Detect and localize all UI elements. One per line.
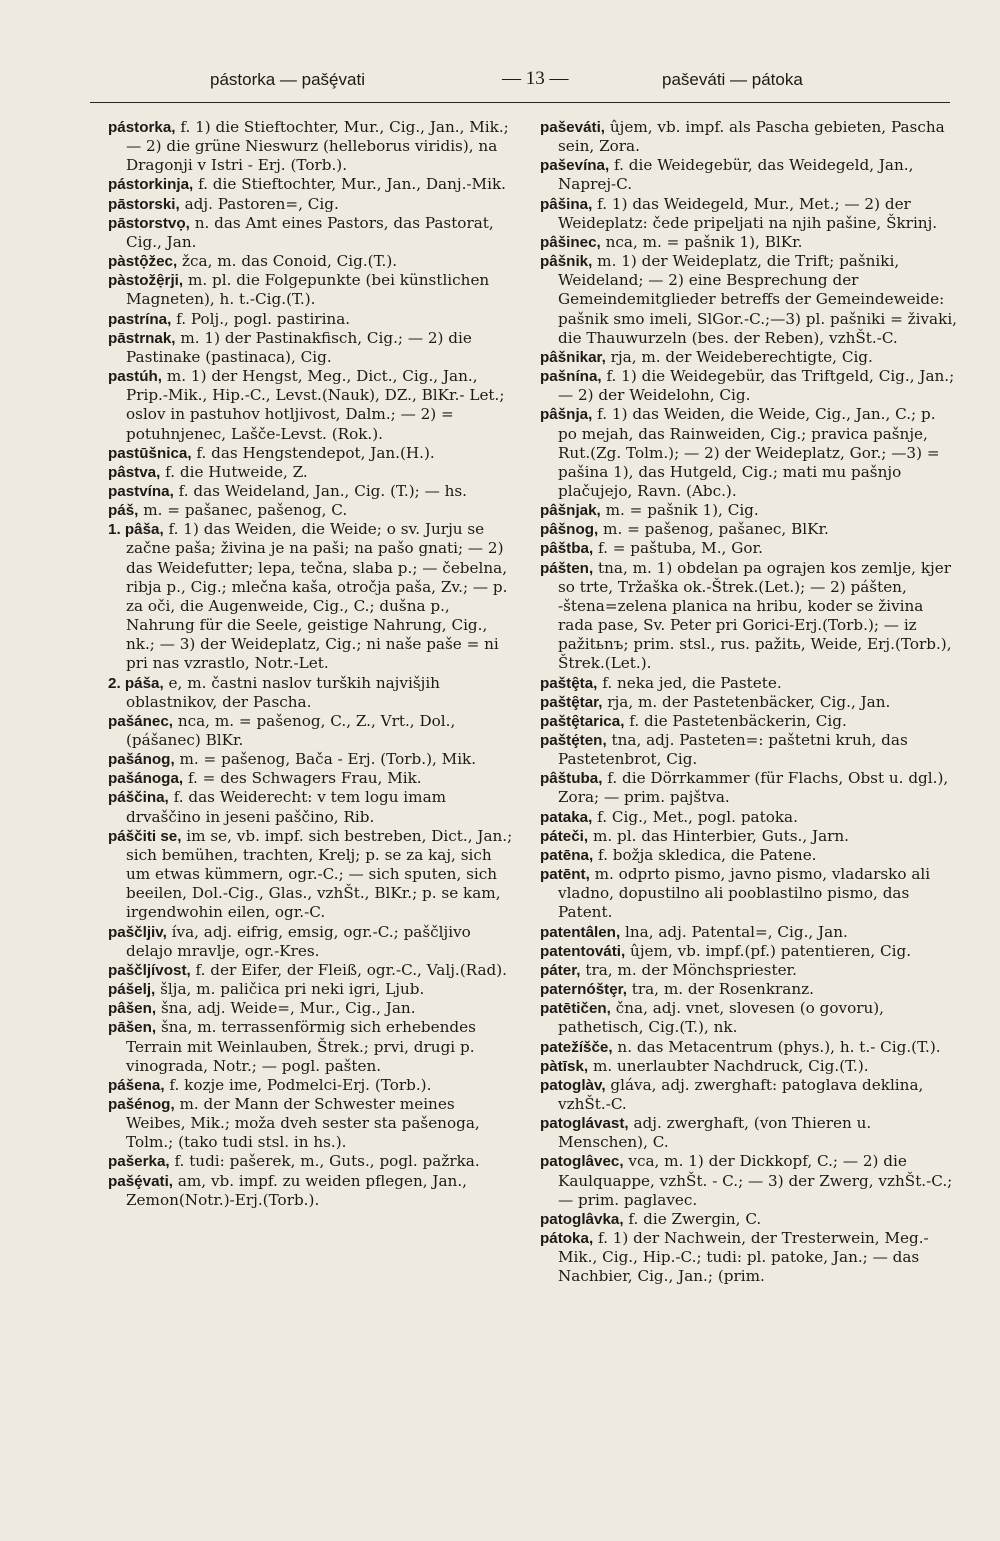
dictionary-entry [108,214,518,252]
entry-headword: páščina, [108,789,169,807]
entry-headword: pâštba, [540,540,594,558]
entry-definition: f. 1) der Nachwein, der Tresterwein, Meg.-Mik., Cig., Hip.-C.; tudi: pl. patoke, Jan.; — das Nachbier, Cig., Jan.; (prim. [558,1229,929,1286]
entry-definition: f. 1) das Weiden, die Weide; o sv. Jurju se začne paša; živina je na paši; na pašo gnati; — 2) das Weidefutter; lepa, tečna, slaba p.; — čebelna, ribja p., Cig.; mlečna kaša, otročja paša, Zv.; — p. za oči, die Augenweide, Cig., C.; dušna p., Nahrung für die Seele, geistige Nahrung, Cig., nk.; — 3) der Weideplatz, Cig.; ni naše paše = ni pri nas vzrastlo, Notr.-Let. [126,520,508,673]
entry-definition: tna, m. 1) obdelan pa ograjen kos zemlje, kjer so trte, Tržaška ok.-Štrek.(Let.); — 2) pášten, -štena=zelena planica na hribu, koder se živina rada pase, Sv. Peter pri Gorici-Erj.(Torb.); — iz pažitьnъ; prim. stsl., rus. pažitь, Weide, Erj.(Torb.), Štrek.(Let.). [558,558,952,673]
entry-headword: paštȩ̑ta, [540,674,598,692]
entry-headword: pastūšnica, [108,444,192,462]
entry-headword: pastrína, [108,310,172,328]
dictionary-entry [540,942,958,961]
entry-headword: pâšnjak, [540,502,601,520]
entry-definition: tna, adj. Pasteten=: paštetni kruh, das Pastetenbrot, Cig. [558,731,908,769]
dictionary-entry [540,731,958,769]
entry-definition: vca, m. 1) der Dickkopf, C.; — 2) die Kaulquappe, vzhŠt. - C.; — 3) der Zwerg, vzhŠt.-C.; — prim. paglavec. [558,1152,953,1209]
entry-definition: íva, adj. eifrig, emsig, ogr.-C.; paščljivo delajo mravlje, ogr.-Kres. [126,922,471,960]
dictionary-entry [540,923,958,942]
entry-headword: pâšnog, [540,521,599,539]
dictionary-entry [108,252,518,271]
entry-definition: f. 1) das Weiden, die Weide, Cig., Jan., C.; p. po mejah, das Rainweiden, Cig.; pravica pašnje, Rut.(Zg. Tolm.); — 2) der Weideplatz, Gor.; —3) = pašina 1), das Hutgeld, Cig.; mati mu pašnjo plačujejo, Ravn. (Abc.). [558,405,940,500]
running-header [90,62,950,103]
dictionary-entry [540,827,958,846]
dictionary-entry [108,1018,518,1075]
entry-definition: rja, m. der Weideberechtigte, Cig. [605,347,873,366]
entry-headword: pâštuba, [540,770,603,788]
entry-definition: f. božja skledica, die Patene. [593,845,817,864]
entry-headword: paštȩ̑tarica, [540,712,625,730]
entry-headword: paščljiv, [108,923,167,941]
entry-definition: f. = paštuba, M., Gor. [593,539,763,558]
entry-headword: pášelj, [108,981,156,999]
dictionary-entry [108,444,518,463]
dictionary-entry [108,501,518,520]
entry-headword: pâšina, [540,195,593,213]
entry-headword: paščljívost, [108,961,191,979]
dictionary-entry [540,405,958,501]
entry-headword: patoglâvec, [540,1153,624,1171]
entry-headword: pašȩ́vati, [108,1172,174,1190]
entry-headword: pâstva, [108,463,161,481]
entry-headword: patoglâvka, [540,1210,624,1228]
dictionary-entry [540,769,958,807]
entry-definition: gláva, adj. zwerghaft: patoglava deklina, vzhŠt.-C. [558,1075,924,1113]
entry-definition: f. Polj., pogl. pastirina. [171,309,351,328]
left-column [108,118,518,1210]
dictionary-entry [108,463,518,482]
entry-definition: f. der Eifer, der Fleiß, ogr.-C., Valj.(Rad). [190,960,507,979]
entry-definition: adj. Pastoren=, Cig. [179,194,339,213]
dictionary-entry [540,1152,958,1209]
dictionary-entry [540,195,958,233]
dictionary-entry [108,980,518,999]
entry-definition: f. 1) die Stieftochter, Mur., Cig., Jan., Mik.; — 2) die grüne Nieswurz (helleborus viridis), na Dragonji v Istri - Erj. (Torb.). [126,118,509,175]
dictionary-entry [108,750,518,769]
entry-headword: pátoka, [540,1230,594,1248]
entry-definition: čna, adj. vnet, slovesen (o govoru), pathetisch, Cig.(T.), nk. [558,999,885,1037]
entry-definition: f. tudi: pašerek, m., Guts., pogl. pažrka. [169,1152,480,1171]
entry-headword: patoglàv, [540,1076,606,1094]
entry-headword: pašánog, [108,751,175,769]
entry-definition: n. das Amt eines Pastors, das Pastorat, Cig., Jan. [126,213,494,251]
dictionary-entry [540,539,958,558]
dictionary-entry [108,712,518,750]
entry-definition: f. die Dörrkammer (für Flachs, Obst u. dgl.), Zora; — prim. pajštva. [558,769,949,807]
entry-headword: pàtīsk, [540,1057,589,1075]
entry-definition: nca, m. = pašenog, C., Z., Vrt., Dol., (pášanec) BlKr. [126,711,456,749]
entry-definition: f. die Zwergin, C. [623,1209,762,1228]
entry-definition: f. 1) das Weidegeld, Mur., Met.; — 2) der Weideplatz: čede pripeljati na njih pašine, Škrinj. [558,194,938,232]
entry-definition: šna, adj. Weide=, Mur., Cig., Jan. [156,999,416,1018]
entry-headword: patežíšče, [540,1038,613,1056]
dictionary-entry [540,693,958,712]
dictionary-entry [108,961,518,980]
entry-definition: f. neka jed, die Pastete. [597,673,782,692]
dictionary-entry [540,808,958,827]
entry-definition: f. die Hutweide, Z. [160,462,308,481]
entry-headword: pášena, [108,1076,165,1094]
entry-definition: ûjem, vb. impf. als Pascha gebieten, Pascha sein, Zora. [558,118,945,156]
entry-definition: f. das Weideland, Jan., Cig. (T.); — hs. [173,481,468,500]
dictionary-entry [540,865,958,922]
dictionary-entry [540,1210,958,1229]
dictionary-entry [108,175,518,194]
entry-definition: n. das Metacentrum (phys.), h. t.- Cig.(T.). [612,1037,941,1056]
entry-definition: f. kozje ime, Podmelci-Erj. (Torb.). [164,1075,432,1094]
dictionary-entry [540,712,958,731]
dictionary-entry [540,252,958,348]
entry-headword: paševína, [540,157,610,175]
entry-headword: pàstožẹ̑rji, [108,272,184,290]
entry-headword: paternóštȩr, [540,981,627,999]
dictionary-entry [108,329,518,367]
entry-definition: žca, m. das Conoid, Cig.(T.). [177,252,398,271]
entry-headword: 1. pâša, [108,521,164,539]
dictionary-entry [540,520,958,539]
dictionary-entry [540,367,958,405]
entry-definition: f. = des Schwagers Frau, Mik. [183,769,422,788]
entry-headword: paštȩ̑tar, [540,693,603,711]
dictionary-entry [108,769,518,788]
entry-headword: pâšnja, [540,406,593,424]
dictionary-entry [108,1172,518,1210]
entry-headword: pāstrnak, [108,329,176,347]
dictionary-entry [540,980,958,999]
entry-headword: paševáti, [540,119,606,136]
entry-definition: nca, m. = pašnik 1), BlKr. [600,232,803,251]
entry-definition: tra, m. der Mönchspriester. [580,960,797,979]
entry-definition: m. = pašanec, pašenog, C. [138,501,348,520]
entry-definition: m. pl. das Hinterbier, Guts., Jarn. [588,826,849,845]
entry-definition: šlja, m. paličica pri neki igri, Ljub. [155,980,425,999]
entry-headword: pašánoga, [108,770,184,788]
entry-definition: adj. zwerghaft, (von Thieren u. Menschen), C. [558,1114,872,1152]
entry-headword: patētičen, [540,1000,611,1018]
entry-definition: šna, m. terrassenförmig sich erhebendes Terrain mit Weinlauben, Štrek.; prvi, drugi p. vinograda, Notr.; — pogl. pašten. [126,1018,476,1075]
entry-headword: patēnt, [540,866,590,884]
dictionary-entry [540,846,958,865]
dictionary-entry [540,118,958,156]
dictionary-entry [108,923,518,961]
dictionary-entry [540,961,958,980]
entry-headword: patoglávast, [540,1115,629,1133]
entry-definition: lna, adj. Patental=, Cig., Jan. [620,922,848,941]
entry-definition: e, m. častni naslov turških najvišjih oblastnikov, der Pascha. [126,673,440,711]
dictionary-entry [108,788,518,826]
header-left-guide-words: pástorka — pašȩ́vati [210,70,365,89]
page-number: — 13 — [502,68,569,89]
dictionary-entry [108,310,518,329]
entry-definition: m. = pašenog, pašanec, BlKr. [598,520,829,539]
entry-definition: m. 1) der Hengst, Meg., Dict., Cig., Jan., Prip.-Mik., Hip.-C., Levst.(Nauk), DZ., BlKr.- Let.; oslov in pastuhov hotljivost, Dalm.; — 2) = potuhnjenec, Lašče-Levst. (Rok.). [126,367,505,443]
entry-headword: páščiti se, [108,827,182,845]
dictionary-entry [540,1038,958,1057]
entry-headword: páš, [108,502,139,520]
entry-headword: pašnína, [540,368,602,386]
dictionary-entry [540,1057,958,1076]
entry-headword: pastvína, [108,482,174,500]
entry-headword: pástorka, [108,119,176,136]
entry-headword: pašánec, [108,712,174,730]
entry-definition: m. 1) der Weideplatz, die Trift; pašniki, Weideland; — 2) eine Besprechung der Gemeindemitglieder betreffs der Gemeindeweide: pašnik smo imeli, SlGor.-C.;—3) pl. pašniki = živaki, die Thauwurzeln (bes. der Reben), vzhŠt.-C. [558,252,958,347]
dictionary-entry [108,674,518,712]
entry-definition: m. unerlaubter Nachdruck, Cig.(T.). [588,1056,869,1075]
dictionary-entry [108,999,518,1018]
entry-definition: m. odprto pismo, javno pismo, vladarsko ali vladno, dopustilno ali pooblastilno pismo, das Patent. [558,865,931,922]
entry-definition: m. = pašnik 1), Cig. [600,501,759,520]
dictionary-entry [108,1095,518,1152]
entry-headword: pašerka, [108,1153,170,1171]
entry-headword: 2. páša, [108,674,164,692]
dictionary-entry [108,195,518,214]
entry-definition: rja, m. der Pastetenbäcker, Cig., Jan. [602,692,891,711]
entry-headword: pataka, [540,808,593,826]
dictionary-entry [108,1076,518,1095]
entry-headword: pâšnikar, [540,348,606,366]
entry-headword: patentováti, [540,942,626,960]
entry-definition: tra, m. der Rosenkranz. [626,980,814,999]
entry-definition: f. die Weidegebür, das Weidegeld, Jan., Naprej-C. [558,156,914,194]
entry-definition: f. Cig., Met., pogl. patoka. [592,807,798,826]
entry-definition: f. die Stieftochter, Mur., Jan., Danj.-Mik. [193,175,506,194]
entry-headword: páter, [540,961,581,979]
entry-headword: páteči, [540,827,589,845]
entry-headword: pāstorstvọ, [108,214,190,232]
entry-definition: f. 1) die Weidegebür, das Triftgeld, Cig., Jan.; — 2) der Weidelohn, Cig. [558,367,955,405]
dictionary-entry [540,999,958,1037]
entry-definition: m. der Mann der Schwester meines Weibes, Mik.; moža dveh sester sta pašenoga, Tolm.; (tako tudi stsl. in hs.). [126,1094,480,1152]
right-column [540,118,958,1287]
entry-headword: pāšen, [108,1019,157,1037]
entry-definition: m. 1) der Pastinakfisch, Cig.; — 2) die Pastinake (pastinaca), Cig. [126,328,472,366]
entry-definition: im se, vb. impf. sich bestreben, Dict., Jan.; sich bemühen, trachten, Krelj; p. se za kaj, sich um etwas kümmern, ogr.-C.; — sich sputen, sich beeilen, Dol.-Cig., Glas., vzhŠt., BlKr.; p. se kam, irgendwohin eilen, ogr.-C. [126,826,513,922]
header-right-guide-words: paševáti — pátoka [662,70,803,89]
dictionary-entry [108,482,518,501]
dictionary-entry [108,827,518,923]
entry-headword: pâšinec, [540,233,601,251]
dictionary-entry [540,156,958,194]
entry-definition: am, vb. impf. zu weiden pflegen, Jan., Zemon(Notr.)-Erj.(Torb.). [126,1171,467,1209]
dictionary-entry [540,233,958,252]
entry-headword: paštȩ́ten, [540,732,607,749]
dictionary-entry [108,367,518,444]
entry-headword: pášten, [540,559,594,577]
entry-definition: f. das Weiderecht: v tem logu imam drvaščino in jeseni paščino, Rib. [126,788,447,826]
dictionary-entry [108,520,518,673]
entry-definition: m. pl. die Folgepunkte (bei künstlichen Magneten), h. t.-Cig.(T.). [126,271,490,309]
entry-headword: pàstọ̑žec, [108,253,178,271]
dictionary-entry [108,118,518,175]
entry-headword: pástorkinja, [108,176,194,194]
entry-headword: pâšnik, [540,253,593,271]
entry-definition: f. das Hengstendepot, Jan.(H.). [191,443,435,462]
dictionary-entry [540,674,958,693]
dictionary-entry [540,501,958,520]
entry-definition: f. die Pastetenbäckerin, Cig. [624,711,847,730]
dictionary-entry [540,1076,958,1114]
entry-headword: pâšen, [108,1000,157,1018]
dictionary-entry [540,1229,958,1286]
entry-headword: patēna, [540,846,594,864]
dictionary-entry [108,1152,518,1171]
entry-definition: ûjem, vb. impf.(pf.) patentieren, Cig. [625,941,912,960]
entry-headword: patentâlen, [540,923,621,941]
dictionary-entry [540,1114,958,1152]
dictionary-entry [540,348,958,367]
entry-headword: pašénog, [108,1095,175,1113]
entry-headword: pastúh, [108,368,163,386]
entry-definition: m. = pašenog, Bača - Erj. (Torb.), Mik. [174,750,477,769]
dictionary-entry [540,559,958,674]
dictionary-entry [108,271,518,309]
entry-headword: pāstorski, [108,195,180,213]
